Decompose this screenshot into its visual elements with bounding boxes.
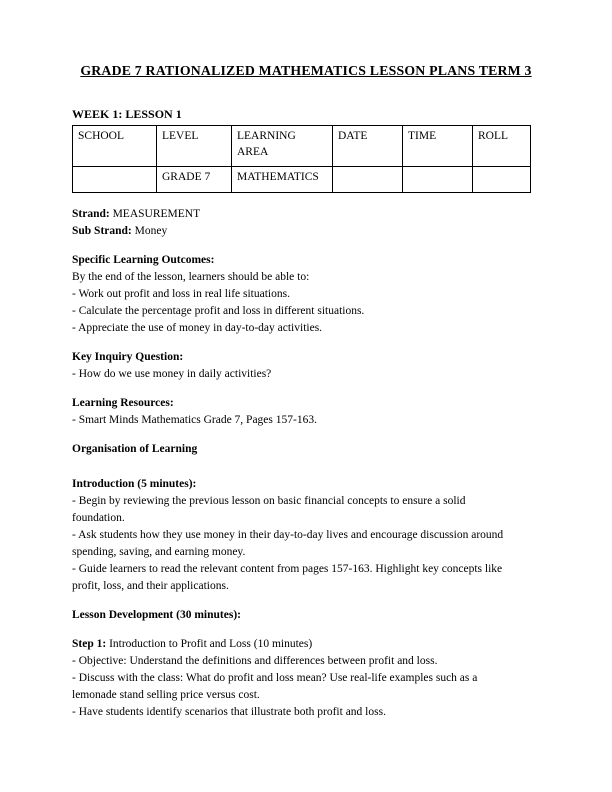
- table-header-roll: ROLL: [473, 126, 531, 167]
- sub-strand-line: [72, 223, 540, 240]
- table-cell-time-value: [403, 167, 473, 193]
- table-header-time: TIME: [403, 126, 473, 167]
- key-inquiry-question-section: [72, 349, 540, 383]
- outcome-item: - Calculate the percentage profit and loss in different situations.: [72, 305, 365, 317]
- info-table-data-row: [73, 167, 531, 193]
- outcomes-intro-line: By the end of the lesson, learners should be able to:: [72, 271, 310, 283]
- step-1-line: - Objective: Understand the definitions and differences between profit and loss.: [72, 655, 438, 667]
- learning-resources-section: [72, 395, 540, 429]
- outcome-item: - Work out profit and loss in real life situations.: [72, 288, 290, 300]
- table-cell-level-value: GRADE 7: [157, 167, 232, 193]
- organisation-of-learning-section: [72, 441, 540, 458]
- table-cell-learning-area-value: MATHEMATICS: [232, 167, 333, 193]
- table-cell-date-value: [333, 167, 403, 193]
- strand-section: [72, 206, 540, 240]
- week-lesson-heading: WEEK 1: LESSON 1: [72, 107, 182, 121]
- specific-learning-outcomes-section: [72, 252, 540, 337]
- introduction-section: [72, 476, 540, 595]
- table-header-level: LEVEL: [157, 126, 232, 167]
- table-cell-school-value: [73, 167, 157, 193]
- introduction-line: profit, loss, and their applications.: [72, 580, 229, 592]
- table-cell-roll-value: [473, 167, 531, 193]
- strand-value: MEASUREMENT: [112, 208, 201, 220]
- lesson-development-heading: Lesson Development (30 minutes):: [72, 609, 241, 621]
- step-1-line: - Discuss with the class: What do profit and loss mean? Use real-life examples such as a: [72, 672, 478, 684]
- introduction-heading: Introduction (5 minutes):: [72, 478, 197, 490]
- step-1-line: lemonade stand selling price versus cost.: [72, 689, 260, 701]
- introduction-line: foundation.: [72, 512, 125, 524]
- step-1-label: Step 1:: [72, 638, 107, 650]
- introduction-line: - Guide learners to read the relevant content from pages 157-163. Highlight key concepts like: [72, 563, 503, 575]
- outcome-item: - Appreciate the use of money in day-to-day activities.: [72, 322, 323, 334]
- specific-learning-outcomes-heading: Specific Learning Outcomes:: [72, 254, 215, 266]
- key-inquiry-question-item: - How do we use money in daily activities?: [72, 368, 272, 380]
- strand-label: Strand:: [72, 208, 110, 220]
- table-header-date: DATE: [333, 126, 403, 167]
- sub-strand-label: Sub Strand:: [72, 225, 132, 237]
- learning-resources-heading: Learning Resources:: [72, 397, 174, 409]
- info-table-header-row: [73, 126, 531, 167]
- organisation-of-learning-heading: Organisation of Learning: [72, 443, 198, 455]
- class-info-table: [72, 125, 531, 193]
- introduction-line: - Ask students how they use money in their day-to-day lives and encourage discussion around: [72, 529, 504, 541]
- step-1-section: [72, 636, 540, 721]
- table-header-learning-area: LEARNING AREA: [232, 126, 333, 167]
- step-1-heading-line: [72, 636, 540, 653]
- step-1-line: - Have students identify scenarios that illustrate both profit and loss.: [72, 706, 386, 718]
- document-title: GRADE 7 RATIONALIZED MATHEMATICS LESSON PLANS TERM 3: [80, 63, 532, 78]
- introduction-line: spending, saving, and earning money.: [72, 546, 246, 558]
- strand-line: [72, 206, 540, 223]
- lesson-development-section: [72, 607, 540, 624]
- introduction-line: - Begin by reviewing the previous lesson on basic financial concepts to ensure a solid: [72, 495, 466, 507]
- learning-resources-item: - Smart Minds Mathematics Grade 7, Pages 157-163.: [72, 414, 317, 426]
- table-header-school: SCHOOL: [73, 126, 157, 167]
- key-inquiry-question-heading: Key Inquiry Question:: [72, 351, 184, 363]
- sub-strand-value: Money: [134, 225, 168, 237]
- step-1-heading-text: Introduction to Profit and Loss (10 minutes): [109, 638, 313, 650]
